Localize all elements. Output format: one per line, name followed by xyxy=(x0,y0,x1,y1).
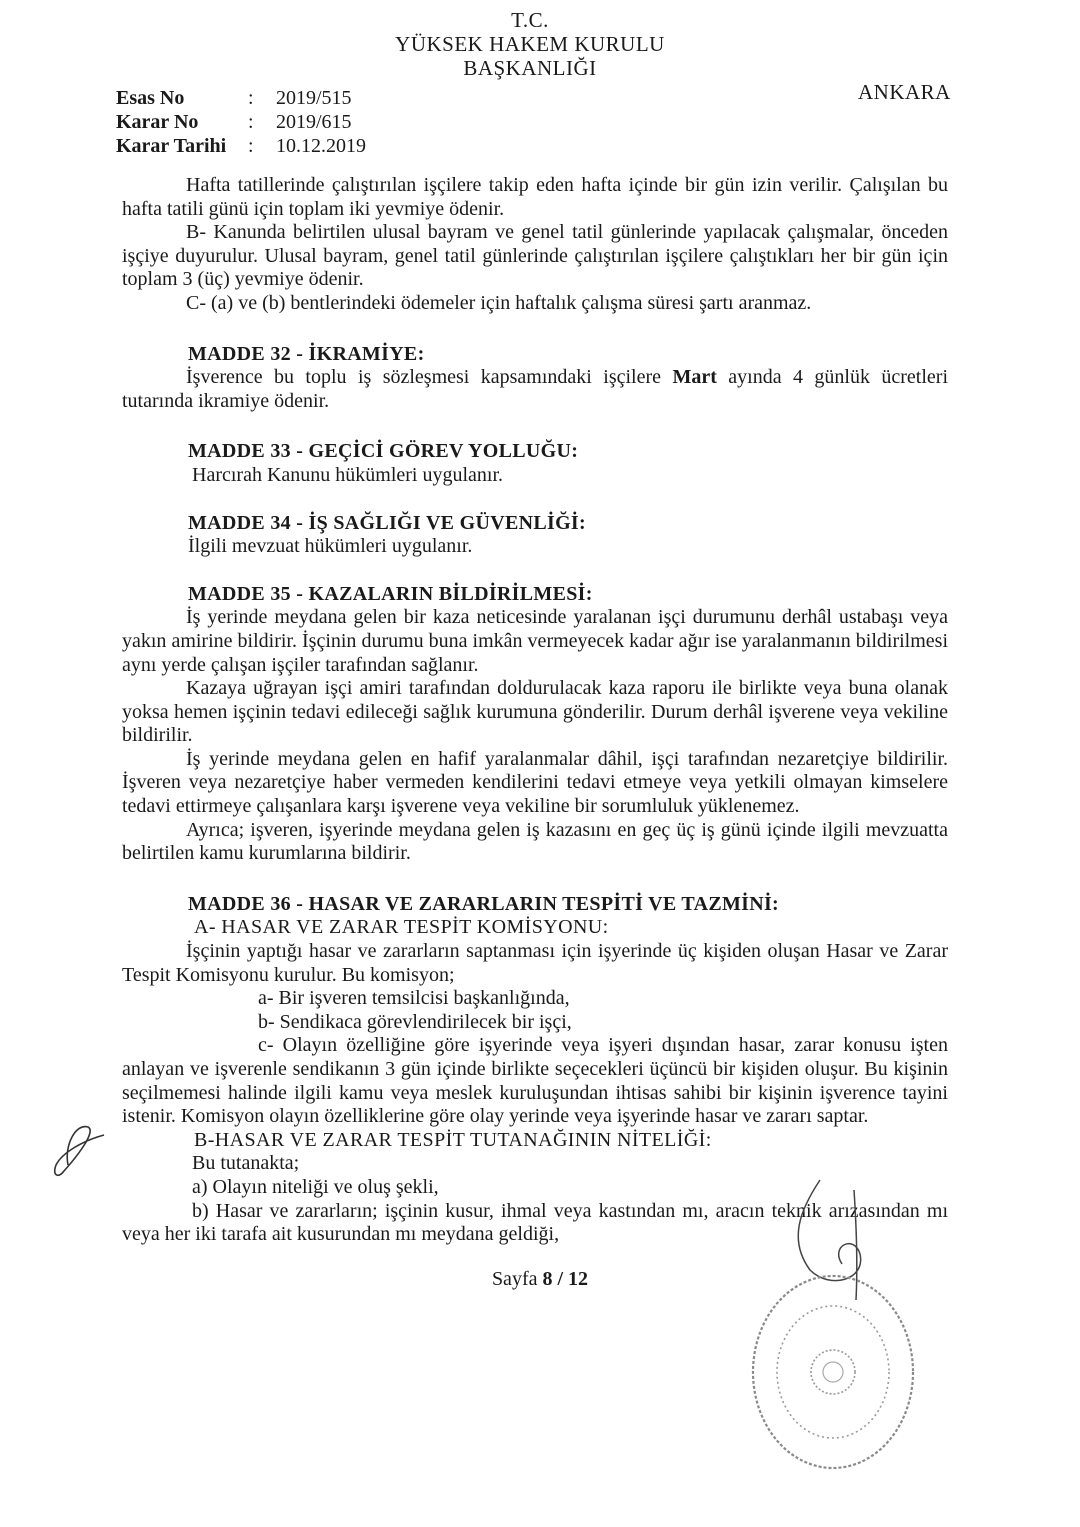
issuer-header xyxy=(380,8,680,80)
paragraph: C- (a) ve (b) bentlerindeki ödemeler için haftalık çalışma süresi şartı aranmaz. xyxy=(186,291,812,314)
paragraph: İşçinin yaptığı hasar ve zararların saptanması için işyerinde üç kişiden oluşan Hasar ve Zarar Tespit Komisyonu kurulur. Bu komisyon; xyxy=(122,940,948,986)
initial-signature xyxy=(24,1105,114,1195)
article-36-heading: MADDE 36 - HASAR VE ZARARLARIN TESPİTİ VE TAZMİNİ: xyxy=(188,892,780,915)
article-35-heading: MADDE 35 - KAZALARIN BİLDİRİLMESİ: xyxy=(188,582,593,605)
header-institution: YÜKSEK HAKEM KURULU xyxy=(395,32,665,56)
meta-value: 2019/515 xyxy=(276,87,352,109)
paragraph: Kazaya uğrayan işçi amiri tarafından doldurulacak kaza raporu ile birlikte veya buna olanak yoksa hemen işçinin tedavi edileceği sağlık kurumuna gönderilir. Durum derhâl işverene veya vekiline bildirilir. xyxy=(122,677,948,747)
meta-row-esas: Esas No : 2019/515 xyxy=(116,87,352,109)
meta-value: 10.12.2019 xyxy=(276,135,366,157)
official-stamp xyxy=(748,1264,918,1484)
document-body xyxy=(122,174,948,1247)
page-number: Sayfa 8 / 12 xyxy=(491,1268,589,1290)
header-tc: T.C. xyxy=(511,8,549,32)
subheading: B-HASAR VE ZARAR TESPİT TUTANAĞININ NİTELİĞİ: xyxy=(194,1128,712,1151)
paragraph: Bu tutanakta; xyxy=(192,1152,300,1175)
paragraph: İlgili mevzuat hükümleri uygulanır. xyxy=(188,535,473,558)
paragraph: B- Kanunda belirtilen ulusal bayram ve genel tatil günlerinde yapılacak çalışmalar, önceden işçiye duyurulur. Ulusal bayram, genel tatil günlerinde çalıştırılan işçilere çalıştıkları her bir gün için toplam 3 (üç) yevmiye ödenir. xyxy=(122,221,948,291)
paragraph: İş yerinde meydana gelen en hafif yaralanmalar dâhil, işçi tarafından nezaretçiye bildirilir. İşveren veya nezaretçiye haber vermeden kendilerini tedavi etmeye veya yetkili olmayan kimselere tedavi ettirmeye çalışanlara karşı işverene veya vekiline bir sorumluluk yüklenemez. xyxy=(122,747,948,818)
paragraph: Ayrıca; işveren, işyerinde meydana gelen iş kazasını en geç üç iş günü içinde ilgili mevzuatta belirtilen kamu kurumlarına bildirir. xyxy=(122,818,948,865)
list-item: a) Olayın niteliği ve oluş şekli, xyxy=(192,1175,439,1198)
meta-label: Esas No xyxy=(116,87,185,109)
meta-row-tarih: Karar Tarihi : 10.12.2019 xyxy=(116,135,366,157)
list-item: b- Sendikaca görevlendirilecek bir işçi, xyxy=(258,1010,572,1033)
paragraph: Hafta tatillerinde çalıştırılan işçilere takip eden hafta içinde bir gün izin verilir. Çalışılan bu hafta tatili günü için toplam iki yevmiye ödenir. xyxy=(122,174,948,220)
city-label: ANKARA xyxy=(858,80,951,104)
meta-row-karar: Karar No : 2019/615 xyxy=(116,111,352,133)
paragraph: İş yerinde meydana gelen bir kaza neticesinde yaralanan işçi durumunu derhâl ustabaşı veya yakın amirine bildirir. İşçinin durumu buna imkân vermeyecek kadar ağır ise yaralanmanın bildirilmesi aynı yerde çalışan işçiler tarafından sağlanır. xyxy=(122,606,948,676)
meta-label: Karar Tarihi xyxy=(116,135,227,157)
paragraph: İşverence bu toplu iş sözleşmesi kapsamındaki işçilere Mart ayında 4 günlük ücretleri tutarında ikramiye ödenir. xyxy=(122,366,949,412)
article-34-heading: MADDE 34 - İŞ SAĞLIĞI VE GÜVENLİĞİ: xyxy=(188,511,586,534)
meta-label: Karar No xyxy=(116,111,199,133)
subheading: A- HASAR VE ZARAR TESPİT KOMİSYONU: xyxy=(194,916,609,939)
article-33-heading: MADDE 33 - GEÇİCİ GÖREV YOLLUĞU: xyxy=(188,440,579,463)
list-item: b) Hasar ve zararların; işçinin kusur, ihmal veya kastından mı, aracın teknik arızasından mı veya her iki tarafa ait kusurundan mı meydana geldiği, xyxy=(122,1199,948,1246)
article-32-heading: MADDE 32 - İKRAMİYE: xyxy=(188,342,425,365)
list-item: a- Bir işveren temsilcisi başkanlığında, xyxy=(258,987,570,1010)
case-meta xyxy=(116,86,366,158)
header-presidency: BAŞKANLIĞI xyxy=(463,56,597,80)
meta-value: 2019/615 xyxy=(276,111,352,133)
list-item: c- Olayın özelliğine göre işyerinde veya işyeri dışından hasar, zarar konusu işten anlayan ve işverenle sendikanın 3 gün içinde birlikte seçecekleri üçüncü bir kişiden oluşur. Bu kişinin seçilmemesi halinde ilgili kamu veya meslek kuruluşundan ihtisas sahibi bir kişinin işverence tayini istenir. Komisyon olayın özelliklerine göre olay yerinde veya işyerinde hasar ve zararı saptar. xyxy=(122,1034,948,1128)
paragraph: Harcırah Kanunu hükümleri uygulanır. xyxy=(192,463,504,486)
